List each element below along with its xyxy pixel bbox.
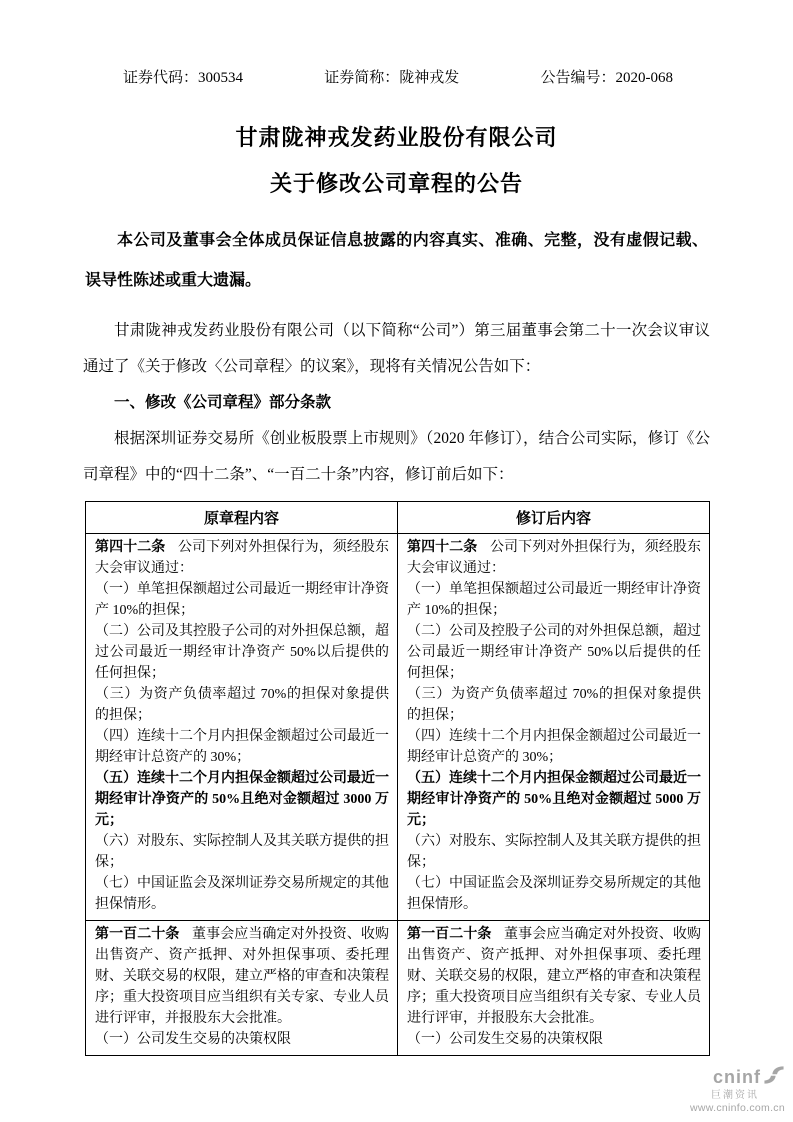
- stock-short-name: 证券简称：陇神戎发: [324, 70, 460, 86]
- cell-paragraph: （一）公司发生交易的决策权限: [407, 1032, 603, 1047]
- table-row-article-120: [86, 921, 710, 1056]
- cell-original-article-42: [86, 534, 398, 921]
- announcement-number: 公告编号：2020-068: [540, 70, 673, 86]
- cninfo-watermark: [690, 1065, 785, 1114]
- paragraph-text: 公司下列对外担保行为，须经股东大会审议通过：: [407, 540, 702, 576]
- document-meta-row: [0, 0, 793, 87]
- article-number: 第四十二条: [407, 540, 478, 555]
- column-header-original: 原章程内容: [86, 502, 398, 534]
- cninfo-brand-text: cninf: [713, 1067, 761, 1088]
- cell-paragraph: （一）公司发生交易的决策权限: [95, 1032, 291, 1047]
- cell-paragraph: （六）对股东、实际控制人及其关联方提供的担保；: [95, 834, 389, 870]
- cninfo-brand-row: [690, 1065, 785, 1090]
- cell-paragraph: [95, 537, 389, 579]
- cell-paragraph: （三）为资产负债率超过 70%的担保对象提供的担保；: [95, 687, 389, 723]
- cell-revised-article-42: [398, 534, 710, 921]
- cell-paragraph: （四）连续十二个月内担保金额超过公司最近一期经审计总资产的 30%；: [95, 729, 389, 765]
- intro-paragraph: 甘肃陇神戎发药业股份有限公司（以下简称“公司”）第三届董事会第二十一次会议审议通过了《关于修改〈公司章程〉的议案》，现将有关情况公告如下：: [83, 322, 710, 375]
- article-number: 第一百二十条: [95, 927, 180, 942]
- cell-paragraph: （三）为资产负债率超过 70%的担保对象提供的担保；: [407, 687, 701, 723]
- paragraph-text: 董事会应当确定对外投资、收购出售资产、资产抵押、对外担保事项、委托理财、关联交易的权限，建立严格的审查和决策程序；重大投资项目应当组织有关专家、专业人员进行评审，并报股东大会批准。: [407, 927, 702, 1026]
- cell-paragraph: （二）公司及控股子公司的对外担保总额，超过公司最近一期经审计净资产 50%以后提供的任何担保；: [407, 624, 701, 681]
- section-1-heading: 一、修改《公司章程》部分条款: [114, 394, 332, 411]
- disclosure-statement: 本公司及董事会全体成员保证信息披露的内容真实、准确、完整，没有虚假记载、误导性陈述或重大遗漏。: [85, 232, 708, 289]
- cninfo-url: www.cninfo.com.cn: [690, 1101, 785, 1114]
- article-number: 第四十二条: [95, 540, 166, 555]
- cell-paragraph: （一）单笔担保额超过公司最近一期经审计净资产 10%的担保；: [407, 582, 701, 618]
- cell-paragraph: [407, 924, 701, 1029]
- cell-paragraph: [407, 537, 701, 579]
- cell-revised-article-120: [398, 921, 710, 1056]
- cell-paragraph: （七）中国证监会及深圳证券交易所规定的其他担保情形。: [407, 876, 701, 912]
- table-row-article-42: [86, 534, 710, 921]
- stock-code: 证券代码：300534: [123, 70, 244, 86]
- paragraph-text: 公司下列对外担保行为，须经股东大会审议通过：: [95, 540, 390, 576]
- cell-paragraph: [95, 924, 389, 1029]
- cninfo-chinese-name: 巨潮资讯: [711, 1090, 759, 1102]
- paragraph-text: 董事会应当确定对外投资、收购出售资产、资产抵押、对外担保事项、委托理财、关联交易的权限，建立严格的审查和决策程序；重大投资项目应当组织有关专家、专业人员进行评审，并报股东大会批准。: [95, 927, 390, 1026]
- company-title: 甘肃陇神戎发药业股份有限公司: [235, 125, 558, 150]
- table-header-row: [86, 502, 710, 534]
- article-number: 第一百二十条: [407, 927, 492, 942]
- cninfo-swirl-icon: [763, 1065, 785, 1090]
- cell-original-article-120: [86, 921, 398, 1056]
- revision-compare-table: [85, 501, 710, 1056]
- basis-paragraph: 根据深圳证券交易所《创业板股票上市规则》（2020 年修订），结合公司实际，修订《公司章程》中的“四十二条”、“一百二十条”内容，修订前后如下：: [83, 430, 710, 483]
- cell-paragraph: （六）对股东、实际控制人及其关联方提供的担保；: [407, 834, 701, 870]
- cell-paragraph-emphasized: （五）连续十二个月内担保金额超过公司最近一期经审计净资产的 50%且绝对金额超过 3000 万元；: [95, 771, 389, 828]
- cell-paragraph-emphasized: （五）连续十二个月内担保金额超过公司最近一期经审计净资产的 50%且绝对金额超过 5000 万元；: [407, 771, 701, 828]
- cell-paragraph: （一）单笔担保额超过公司最近一期经审计净资产 10%的担保；: [95, 582, 389, 618]
- cell-paragraph: （四）连续十二个月内担保金额超过公司最近一期经审计总资产的 30%；: [407, 729, 701, 765]
- cell-paragraph: （二）公司及其控股子公司的对外担保总额，超过公司最近一期经审计净资产 50%以后提供的任何担保；: [95, 624, 389, 681]
- announcement-title: 关于修改公司章程的公告: [269, 171, 523, 196]
- column-header-revised: 修订后内容: [398, 502, 710, 534]
- cell-paragraph: （七）中国证监会及深圳证券交易所规定的其他担保情形。: [95, 876, 389, 912]
